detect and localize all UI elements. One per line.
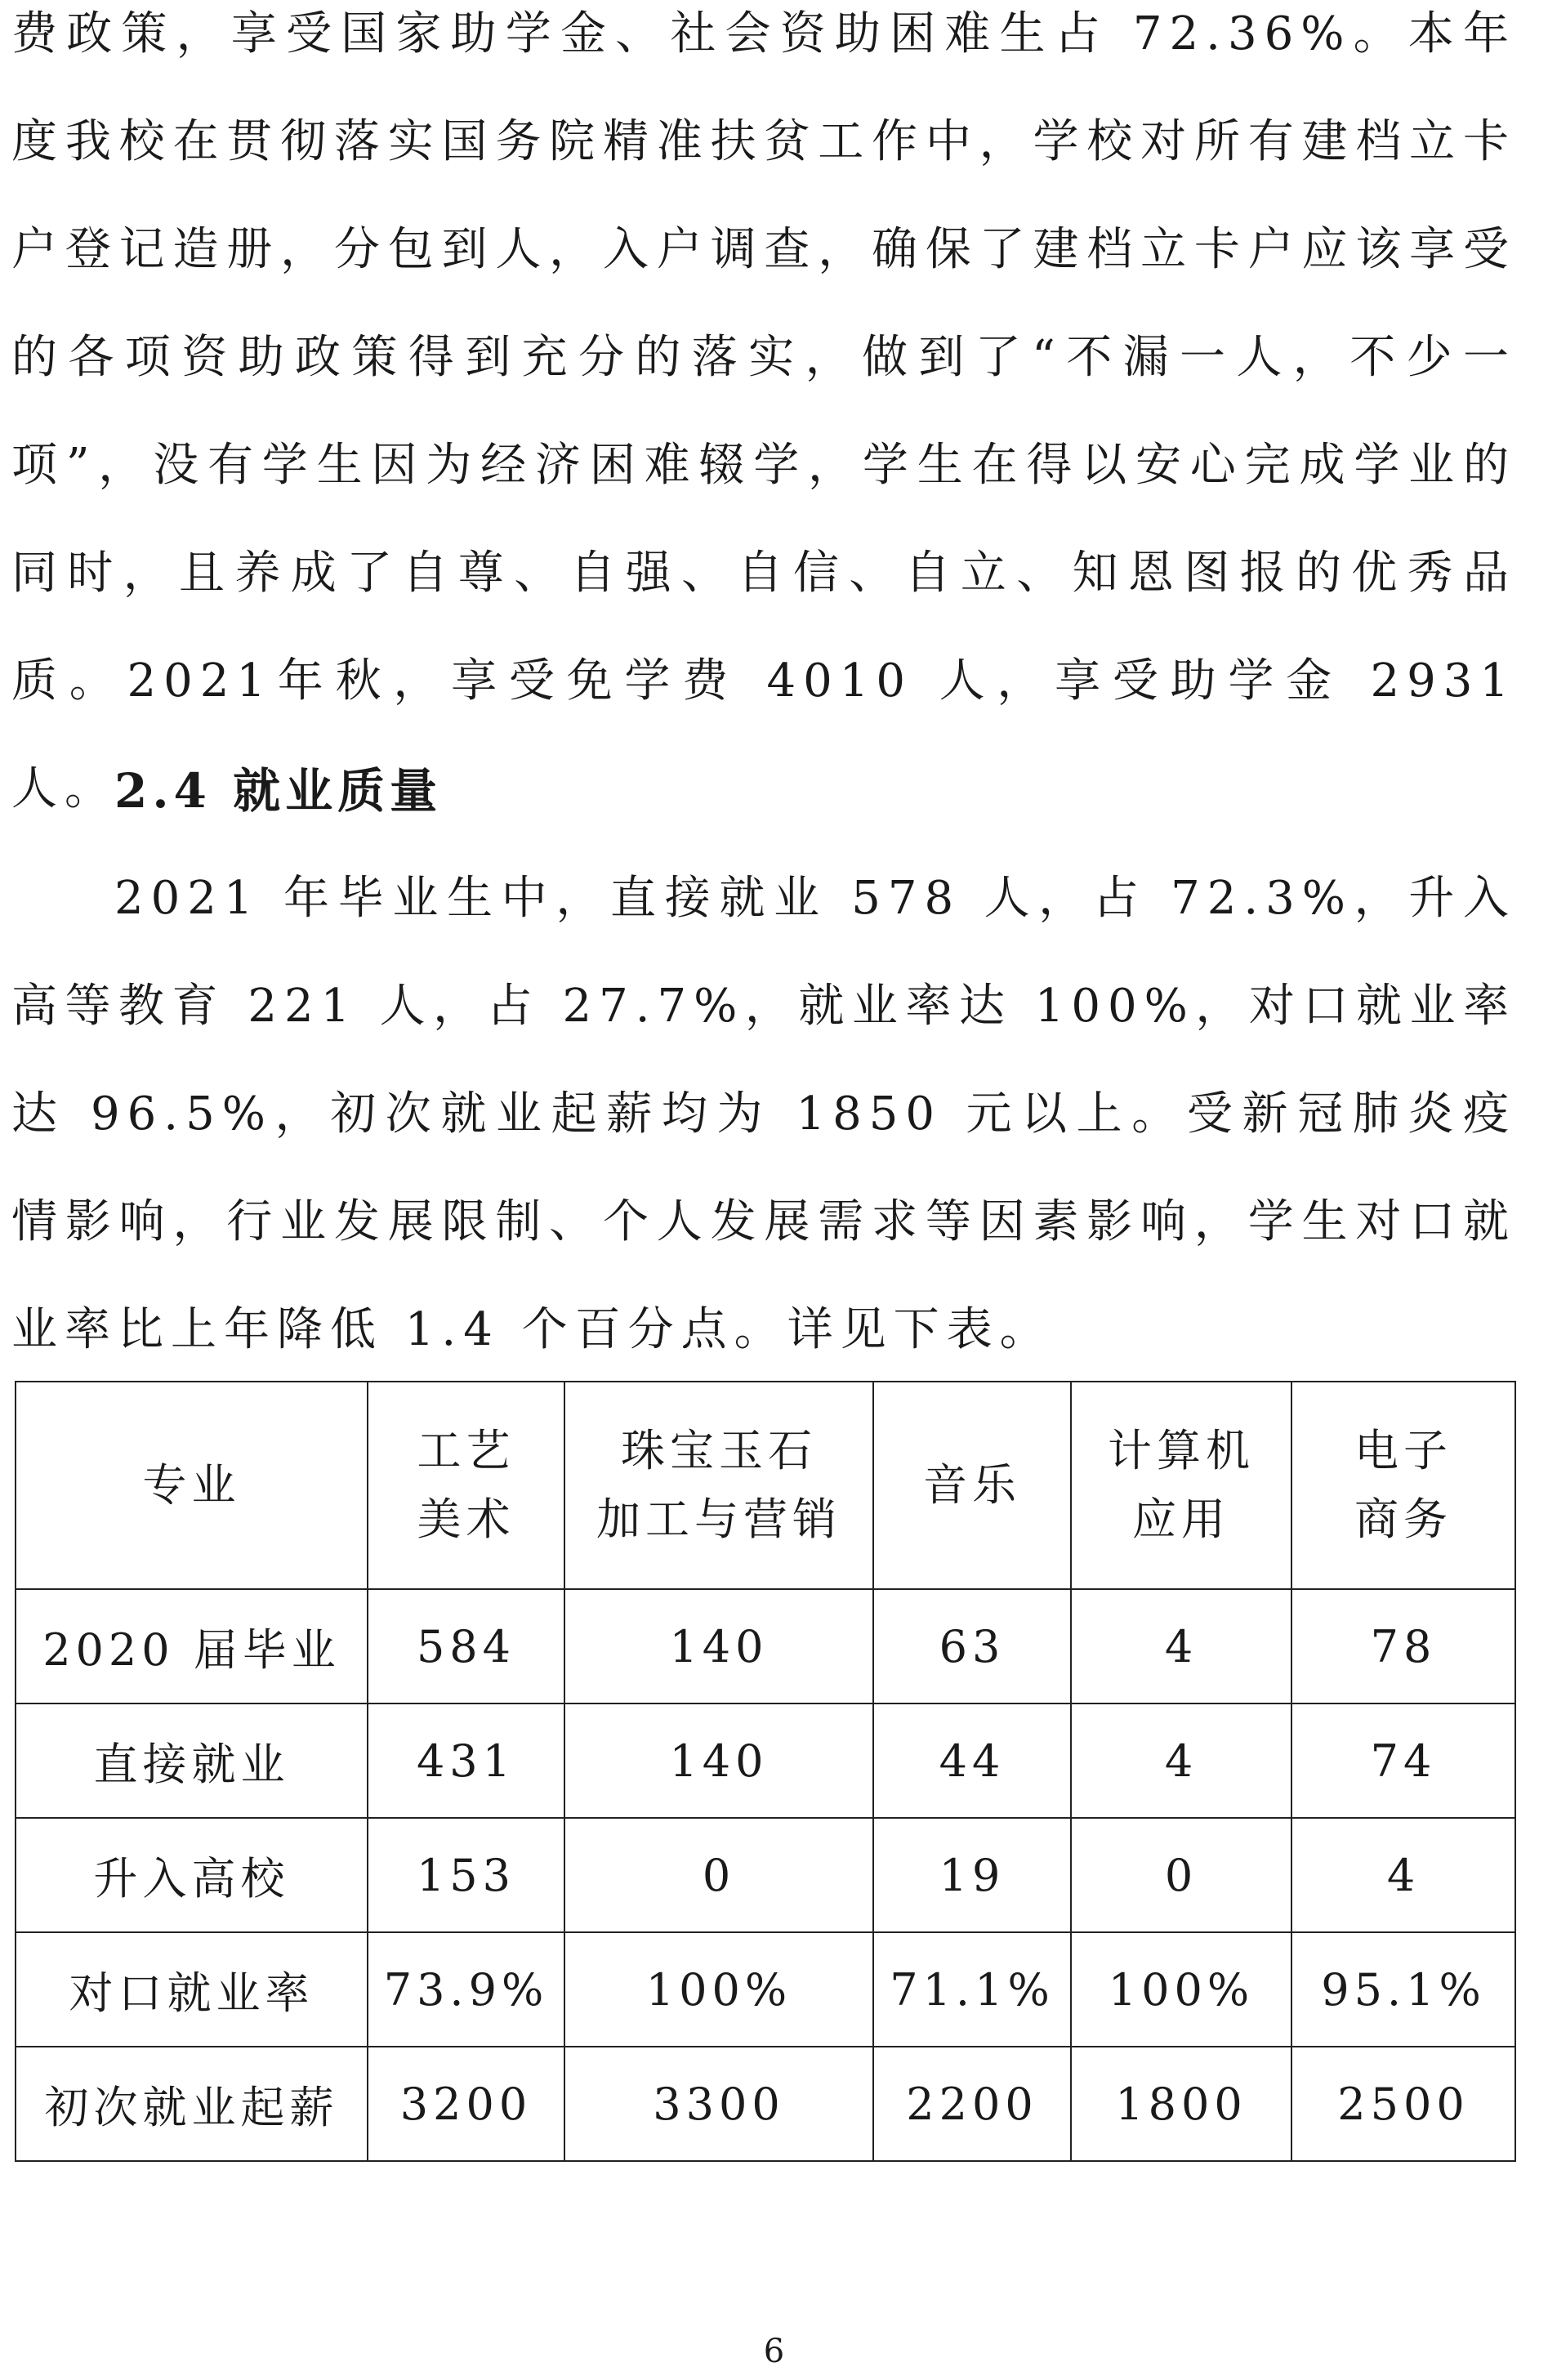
header-major: 专业 bbox=[16, 1382, 368, 1589]
table-cell: 153 bbox=[368, 1818, 564, 1932]
table-cell: 100% bbox=[564, 1932, 873, 2047]
table-cell: 2020 届毕业 bbox=[16, 1589, 368, 1704]
table-cell: 1800 bbox=[1071, 2047, 1291, 2161]
table-cell: 431 bbox=[368, 1704, 564, 1818]
table-header-row bbox=[16, 1382, 1515, 1589]
table-cell: 4 bbox=[1291, 1818, 1515, 1932]
table-row bbox=[16, 1704, 1515, 1818]
table-cell: 2500 bbox=[1291, 2047, 1515, 2161]
paragraph-financial-aid: 费政策，享受国家助学金、社会资助困难生占 72.36%。本年度我校在贯彻落实国务院精准扶贫工作中，学校对所有建档立卡户登记造册，分包到人，入户调查，确保了建档立卡户应该享受的各项资助政策得到充分的落实，做到了“不漏一人，不少一项”，没有学生因为经济困难辍学，学生在得以安心完成学业的同时，且养成了自尊、自强、自信、自立、知恩图报的优秀品质。2021年秋，享受免学费 4010 人，享受助学金 2931 人。 bbox=[11, 7, 1516, 815]
table-cell: 3300 bbox=[564, 2047, 873, 2161]
table-cell: 0 bbox=[1071, 1818, 1291, 1932]
table-cell: 74 bbox=[1291, 1704, 1515, 1818]
table-cell: 直接就业 bbox=[16, 1704, 368, 1818]
table-cell: 95.1% bbox=[1291, 1932, 1515, 2047]
table-cell: 140 bbox=[564, 1589, 873, 1704]
table-row bbox=[16, 1932, 1515, 2047]
table-cell: 0 bbox=[564, 1818, 873, 1932]
section-heading-employment-quality: 2.4 就业质量 bbox=[114, 763, 443, 819]
table-cell: 44 bbox=[873, 1704, 1071, 1818]
header-arts-crafts: 工艺 美术 bbox=[368, 1382, 564, 1589]
table-cell: 584 bbox=[368, 1589, 564, 1704]
table-cell: 4 bbox=[1071, 1704, 1291, 1818]
paragraph-employment: 2021 年毕业生中，直接就业 578 人，占 72.3%，升入高等教育 221 人，占 27.7%，就业率达 100%，对口就业率达 96.5%，初次就业起薪均为 1850 元以上。受新冠肺炎疫情影响，行业发展限制、个人发展需求等因素影响，学生对口就业率比上年降低 1.4 个百分点。详见下表。 bbox=[11, 872, 1516, 1356]
table-cell: 2200 bbox=[873, 2047, 1071, 2161]
table-cell: 对口就业率 bbox=[16, 1932, 368, 2047]
table-row bbox=[16, 1818, 1515, 1932]
employment-table bbox=[15, 1381, 1516, 2162]
page-number: 6 bbox=[763, 2333, 785, 2370]
table-cell: 初次就业起薪 bbox=[16, 2047, 368, 2161]
table-cell: 140 bbox=[564, 1704, 873, 1818]
table-cell: 19 bbox=[873, 1818, 1071, 1932]
header-jewelry: 珠宝玉石 加工与营销 bbox=[564, 1382, 873, 1589]
table-cell: 63 bbox=[873, 1589, 1071, 1704]
header-music: 音乐 bbox=[873, 1382, 1071, 1589]
table-cell: 100% bbox=[1071, 1932, 1291, 2047]
table-row bbox=[16, 1589, 1515, 1704]
table-cell: 升入高校 bbox=[16, 1818, 368, 1932]
table-cell: 73.9% bbox=[368, 1932, 564, 2047]
table-cell: 4 bbox=[1071, 1589, 1291, 1704]
table-cell: 71.1% bbox=[873, 1932, 1071, 2047]
header-ecommerce: 电子 商务 bbox=[1291, 1382, 1515, 1589]
table-cell: 3200 bbox=[368, 2047, 564, 2161]
table-row bbox=[16, 2047, 1515, 2161]
header-computer: 计算机 应用 bbox=[1071, 1382, 1291, 1589]
table-cell: 78 bbox=[1291, 1589, 1515, 1704]
